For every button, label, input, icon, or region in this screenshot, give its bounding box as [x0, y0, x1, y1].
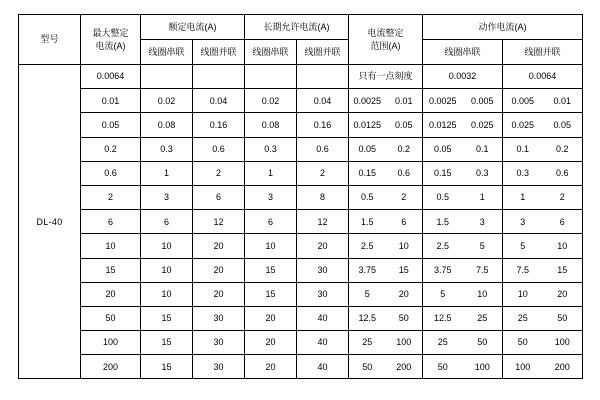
cell-action-series-value-2: 0.1 [475, 143, 489, 154]
cell-setting-range-value-1: 0.15 [358, 168, 377, 179]
table-row [19, 185, 583, 209]
header-longterm-parallel: 线圈并联 [297, 40, 349, 65]
cell-longterm-series [245, 65, 297, 89]
table-row [19, 210, 583, 234]
cell-longterm-series: 15 [245, 258, 297, 282]
cell-longterm-series: 3 [245, 185, 297, 209]
cell-longterm-parallel: 40 [297, 331, 349, 355]
cell-action-series-value-2: 0.005 [470, 95, 494, 106]
cell-action-parallel-value-2: 0.01 [553, 95, 572, 106]
cell-action-parallel-value-2: 50 [557, 313, 568, 324]
cell-rated-parallel: 30 [193, 306, 245, 330]
cell-action-series-value-1: 12.5 [433, 313, 452, 324]
cell-setting-range [349, 113, 423, 137]
cell-action-parallel-value-1: 0.025 [511, 119, 535, 130]
cell-setting-range-value-1: 1.5 [360, 216, 374, 227]
cell-action-series [423, 185, 503, 209]
cell-longterm-parallel: 12 [297, 210, 349, 234]
cell-longterm-series: 15 [245, 282, 297, 306]
cell-setting-range-value-2: 50 [398, 313, 409, 324]
cell-setting-range [349, 89, 423, 113]
cell-action-series [423, 306, 503, 330]
header-action-current: 动作电流(A) [423, 15, 583, 40]
cell-action-parallel-value-2: 15 [557, 264, 568, 275]
cell-action-parallel-value-1: 3 [520, 216, 526, 227]
cell-action-parallel-value-1: 0.005 [511, 95, 535, 106]
cell-max-setting: 0.0064 [81, 65, 141, 89]
cell-setting-range-value-1: 0.0025 [353, 95, 382, 106]
cell-max-setting: 15 [81, 258, 141, 282]
header-action-series: 线圈串联 [423, 40, 503, 65]
cell-rated-parallel: 0.16 [193, 113, 245, 137]
cell-action-parallel [503, 331, 583, 355]
cell-action-series [423, 234, 503, 258]
cell-rated-parallel: 2 [193, 161, 245, 185]
cell-action-parallel: 0.0064 [503, 65, 583, 89]
cell-max-setting: 0.6 [81, 161, 141, 185]
cell-longterm-series: 10 [245, 234, 297, 258]
table-row [19, 258, 583, 282]
cell-model: DL-40 [19, 65, 81, 379]
cell-action-series [423, 282, 503, 306]
cell-max-setting: 50 [81, 306, 141, 330]
header-setting-range-line2: 范围(A) [370, 40, 401, 51]
header-max-setting-line1: 最大整定 [92, 28, 129, 39]
cell-setting-range-value-2: 0.01 [394, 95, 413, 106]
cell-longterm-series: 20 [245, 306, 297, 330]
cell-action-parallel-value-1: 0.1 [516, 143, 529, 154]
cell-action-parallel-value-1: 7.5 [516, 264, 529, 275]
header-setting-range [349, 15, 423, 65]
table-row [19, 65, 583, 89]
table-row [19, 355, 583, 379]
cell-rated-series [141, 65, 193, 89]
cell-setting-range-value-2: 2 [401, 192, 407, 203]
header-model: 型号 [19, 15, 81, 65]
cell-setting-range [349, 331, 423, 355]
cell-setting-range [349, 161, 423, 185]
cell-action-parallel [503, 282, 583, 306]
table-row [19, 331, 583, 355]
cell-rated-series: 1 [141, 161, 193, 185]
cell-setting-range [349, 258, 423, 282]
cell-action-series-value-2: 5 [479, 240, 485, 251]
cell-setting-range-value-2: 20 [398, 289, 409, 300]
cell-setting-range-value-1: 25 [362, 337, 373, 348]
cell-setting-range-value-1: 0.05 [358, 143, 377, 154]
cell-action-series-value-2: 100 [474, 361, 490, 372]
cell-action-series-value-1: 3.75 [433, 264, 452, 275]
cell-action-series-value-1: 50 [437, 361, 448, 372]
cell-rated-series: 10 [141, 282, 193, 306]
specification-table [18, 14, 583, 379]
cell-longterm-series: 6 [245, 210, 297, 234]
cell-action-series-value-1: 1.5 [436, 216, 449, 227]
cell-rated-parallel: 20 [193, 234, 245, 258]
cell-max-setting: 0.2 [81, 137, 141, 161]
cell-rated-series: 6 [141, 210, 193, 234]
cell-action-parallel [503, 137, 583, 161]
cell-setting-range-value-2: 10 [398, 240, 409, 251]
table-row [19, 306, 583, 330]
cell-setting-range-value-2: 200 [396, 361, 412, 372]
cell-longterm-parallel: 2 [297, 161, 349, 185]
cell-action-parallel-value-1: 100 [515, 361, 531, 372]
cell-action-parallel-value-2: 0.2 [555, 143, 569, 154]
cell-setting-range-value-2: 100 [396, 337, 412, 348]
cell-action-series [423, 355, 503, 379]
table-row [19, 161, 583, 185]
cell-action-series-value-2: 10 [477, 289, 488, 300]
table-row [19, 137, 583, 161]
cell-action-parallel [503, 210, 583, 234]
cell-longterm-parallel [297, 65, 349, 89]
cell-setting-range-value-1: 2.5 [360, 240, 374, 251]
cell-action-parallel-value-1: 1 [520, 192, 526, 203]
cell-action-parallel [503, 355, 583, 379]
cell-action-series-value-1: 5 [440, 289, 446, 300]
cell-longterm-series: 0.3 [245, 137, 297, 161]
cell-action-series-value-1: 0.5 [436, 192, 449, 203]
cell-setting-range [349, 282, 423, 306]
table-row [19, 89, 583, 113]
cell-max-setting: 6 [81, 210, 141, 234]
cell-action-parallel-value-2: 200 [554, 361, 570, 372]
header-max-setting-line2: 电流(A) [95, 40, 126, 51]
cell-rated-series: 15 [141, 306, 193, 330]
cell-rated-parallel: 30 [193, 331, 245, 355]
cell-setting-range-value-2: 0.2 [397, 143, 410, 154]
table-header [19, 15, 583, 65]
cell-rated-parallel: 12 [193, 210, 245, 234]
cell-action-parallel-value-1: 5 [520, 240, 526, 251]
cell-action-series [423, 210, 503, 234]
cell-action-series-value-2: 1 [479, 192, 485, 203]
cell-action-parallel-value-1: 0.3 [516, 168, 529, 179]
cell-action-series-value-1: 2.5 [436, 240, 449, 251]
cell-setting-range [349, 185, 423, 209]
cell-longterm-parallel: 20 [297, 234, 349, 258]
cell-action-series-value-1: 0.0125 [428, 119, 457, 130]
cell-rated-parallel: 6 [193, 185, 245, 209]
cell-longterm-series: 20 [245, 355, 297, 379]
cell-longterm-parallel: 40 [297, 306, 349, 330]
cell-action-series [423, 161, 503, 185]
header-row-top [19, 15, 583, 40]
cell-action-series-value-2: 0.025 [470, 119, 494, 130]
cell-setting-range-value-1: 12.5 [358, 313, 377, 324]
cell-rated-series: 3 [141, 185, 193, 209]
cell-action-parallel-value-1: 25 [517, 313, 528, 324]
cell-setting-range [349, 210, 423, 234]
cell-rated-parallel: 0.04 [193, 89, 245, 113]
cell-action-parallel-value-2: 100 [554, 337, 570, 348]
cell-longterm-series: 1 [245, 161, 297, 185]
cell-action-parallel [503, 89, 583, 113]
cell-action-parallel [503, 161, 583, 185]
cell-max-setting: 2 [81, 185, 141, 209]
cell-action-series [423, 137, 503, 161]
table-row [19, 282, 583, 306]
header-rated-parallel: 线圈并联 [193, 40, 245, 65]
cell-action-parallel-value-1: 10 [517, 289, 528, 300]
cell-setting-range [349, 306, 423, 330]
cell-rated-series: 15 [141, 355, 193, 379]
cell-rated-parallel: 20 [193, 258, 245, 282]
cell-action-parallel-value-1: 50 [517, 337, 528, 348]
header-setting-range-line1: 电流整定 [367, 28, 404, 39]
cell-longterm-series: 0.02 [245, 89, 297, 113]
cell-rated-parallel: 0.6 [193, 137, 245, 161]
cell-action-series-value-1: 0.05 [433, 143, 452, 154]
cell-longterm-series: 0.08 [245, 113, 297, 137]
cell-longterm-parallel: 0.6 [297, 137, 349, 161]
cell-setting-range: 只有一点刻度 [349, 65, 423, 89]
cell-setting-range-value-2: 15 [398, 264, 409, 275]
header-rated-current: 额定电流(A) [141, 15, 245, 40]
cell-action-parallel [503, 185, 583, 209]
cell-action-series-value-1: 0.0025 [428, 95, 457, 106]
cell-action-series [423, 89, 503, 113]
cell-action-parallel-value-2: 20 [557, 289, 568, 300]
cell-max-setting: 100 [81, 331, 141, 355]
cell-action-series-value-2: 25 [477, 313, 488, 324]
cell-max-setting: 10 [81, 234, 141, 258]
cell-action-series-value-2: 50 [477, 337, 488, 348]
cell-action-parallel-value-2: 6 [559, 216, 565, 227]
cell-action-parallel [503, 258, 583, 282]
cell-setting-range-value-1: 50 [362, 361, 373, 372]
cell-action-series-value-2: 0.3 [475, 168, 489, 179]
cell-setting-range [349, 137, 423, 161]
header-longterm-series: 线圈串联 [245, 40, 297, 65]
cell-setting-range-value-1: 5 [364, 289, 370, 300]
cell-longterm-series: 20 [245, 331, 297, 355]
header-max-setting [81, 15, 141, 65]
cell-action-parallel-value-2: 0.6 [555, 168, 569, 179]
cell-action-series-value-2: 3 [479, 216, 485, 227]
table-row [19, 234, 583, 258]
cell-rated-series: 10 [141, 258, 193, 282]
cell-action-series [423, 331, 503, 355]
cell-action-parallel-value-2: 10 [557, 240, 568, 251]
cell-action-parallel [503, 113, 583, 137]
cell-max-setting: 200 [81, 355, 141, 379]
cell-action-series-value-1: 25 [437, 337, 448, 348]
cell-setting-range-value-2: 0.05 [394, 119, 413, 130]
cell-rated-series: 0.3 [141, 137, 193, 161]
cell-setting-range [349, 234, 423, 258]
cell-action-series [423, 258, 503, 282]
cell-longterm-parallel: 0.16 [297, 113, 349, 137]
cell-rated-series: 0.08 [141, 113, 193, 137]
cell-action-parallel-value-2: 0.05 [553, 119, 572, 130]
cell-setting-range-value-1: 0.5 [360, 192, 374, 203]
cell-max-setting: 0.05 [81, 113, 141, 137]
cell-longterm-parallel: 40 [297, 355, 349, 379]
cell-action-parallel [503, 306, 583, 330]
cell-rated-series: 15 [141, 331, 193, 355]
cell-setting-range-value-1: 3.75 [358, 264, 377, 275]
header-longterm-current: 长期允许电流(A) [245, 15, 349, 40]
cell-setting-range-value-2: 6 [401, 216, 407, 227]
cell-longterm-parallel: 0.04 [297, 89, 349, 113]
table-body [19, 65, 583, 379]
cell-rated-series: 0.02 [141, 89, 193, 113]
cell-longterm-parallel: 30 [297, 282, 349, 306]
cell-rated-parallel [193, 65, 245, 89]
table-row [19, 113, 583, 137]
cell-setting-range [349, 355, 423, 379]
cell-action-series [423, 113, 503, 137]
cell-action-series-value-2: 7.5 [475, 264, 489, 275]
cell-max-setting: 20 [81, 282, 141, 306]
header-action-parallel: 线圈并联 [503, 40, 583, 65]
header-rated-series: 线圈串联 [141, 40, 193, 65]
cell-action-series-value-1: 0.15 [433, 168, 452, 179]
cell-longterm-parallel: 8 [297, 185, 349, 209]
cell-max-setting: 0.01 [81, 89, 141, 113]
cell-setting-range-value-2: 0.6 [397, 168, 410, 179]
cell-longterm-parallel: 30 [297, 258, 349, 282]
cell-rated-parallel: 20 [193, 282, 245, 306]
cell-action-series: 0.0032 [423, 65, 503, 89]
cell-setting-range-value-1: 0.0125 [353, 119, 382, 130]
cell-action-parallel [503, 234, 583, 258]
cell-rated-parallel: 30 [193, 355, 245, 379]
cell-action-parallel-value-2: 2 [559, 192, 565, 203]
cell-rated-series: 10 [141, 234, 193, 258]
